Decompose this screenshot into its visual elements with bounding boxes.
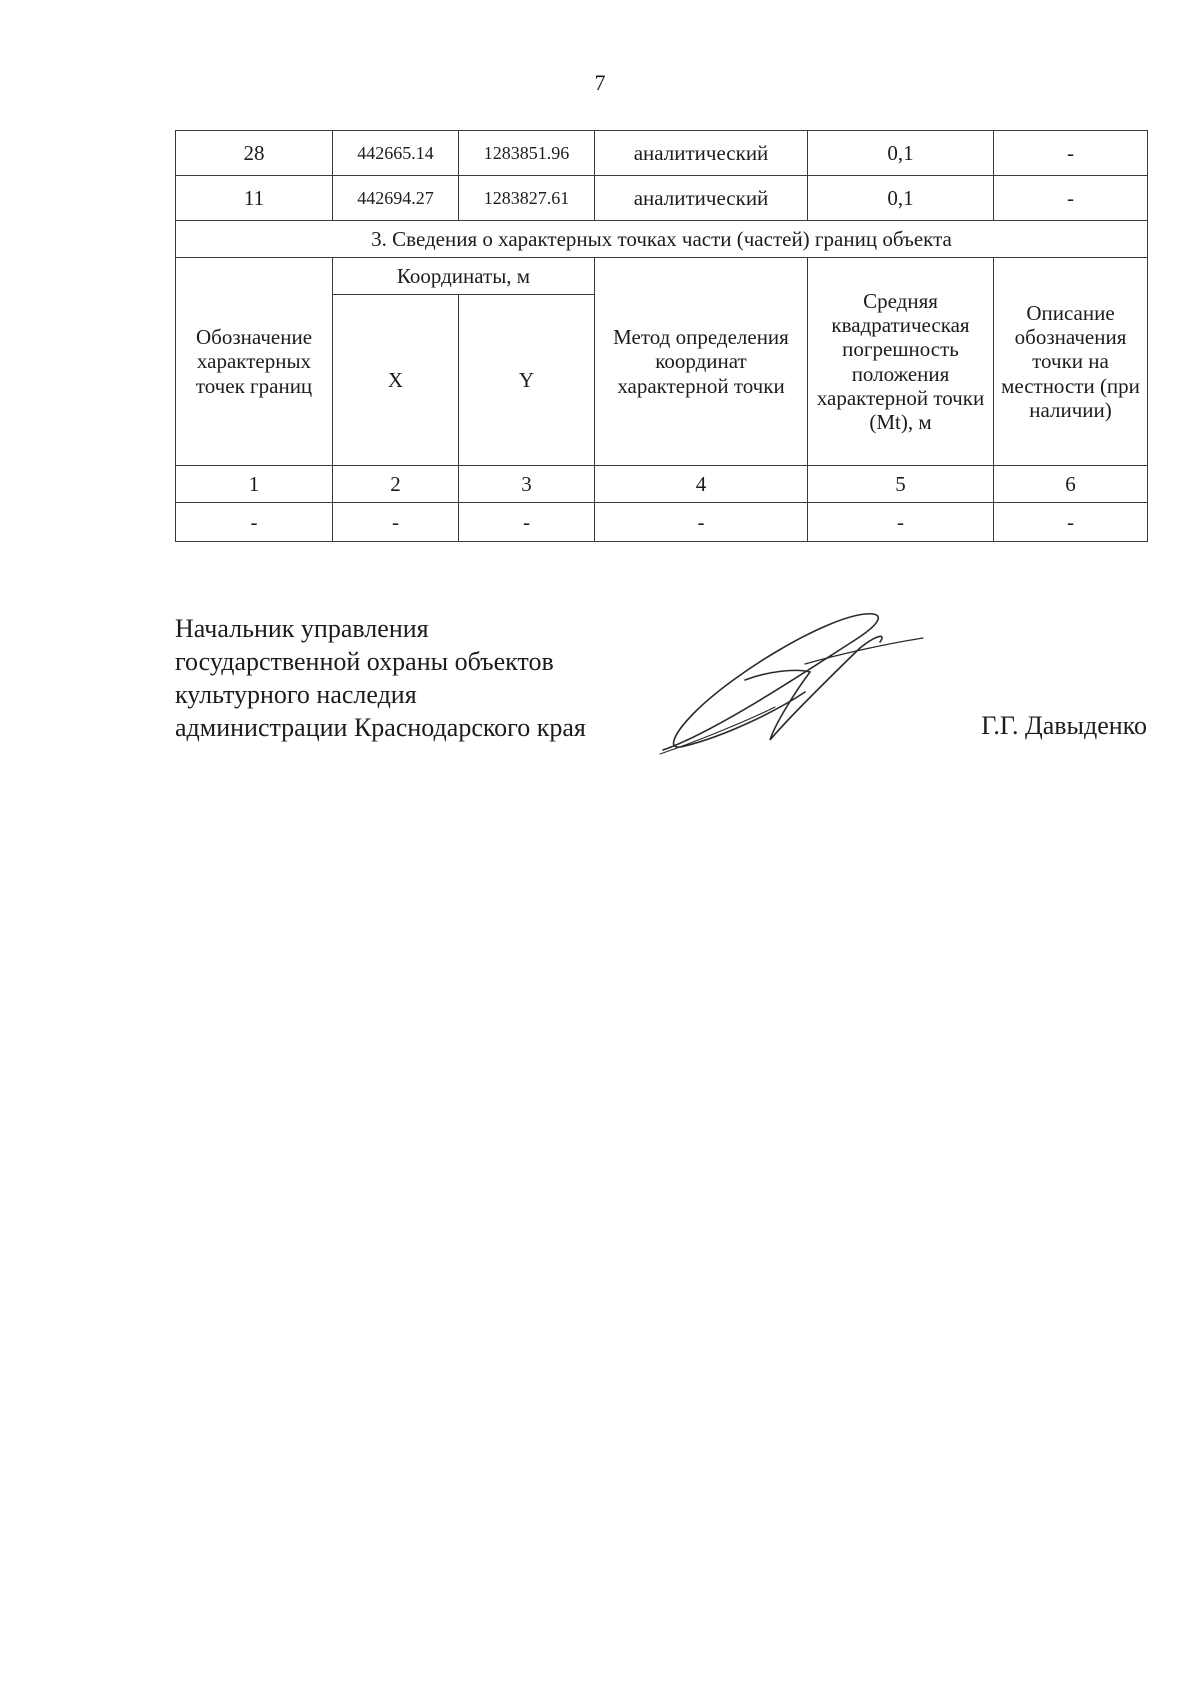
error-cell: 0,1: [808, 176, 994, 221]
method-cell: аналитический: [595, 176, 808, 221]
method-cell: аналитический: [595, 131, 808, 176]
position-line: Начальник управления: [175, 614, 429, 643]
description-cell: -: [994, 176, 1148, 221]
signature-block: [175, 612, 1147, 762]
column-number: 5: [808, 466, 994, 503]
empty-cell: -: [994, 503, 1148, 542]
column-number: 4: [595, 466, 808, 503]
table-row: [176, 503, 1148, 542]
header-point-designation: Обозначение характерных точек границ: [176, 258, 333, 466]
empty-cell: -: [808, 503, 994, 542]
point-cell: 28: [176, 131, 333, 176]
x-coordinate-cell: 442665.14: [333, 131, 459, 176]
column-number: 1: [176, 466, 333, 503]
header-error: Средняя квадратическая погрешность положения характерной точки (Mt), м: [808, 258, 994, 466]
handwritten-signature: [625, 612, 925, 762]
position-line: культурного наследия: [175, 680, 417, 709]
column-number-row: [176, 466, 1148, 503]
column-number: 6: [994, 466, 1148, 503]
column-number: 2: [333, 466, 459, 503]
empty-cell: -: [595, 503, 808, 542]
signer-name: Г.Г. Давыденко: [981, 711, 1147, 740]
empty-cell: -: [176, 503, 333, 542]
description-cell: -: [994, 131, 1148, 176]
header-x: X: [333, 295, 459, 466]
header-coordinates: Координаты, м: [333, 258, 595, 295]
table-row: [176, 176, 1148, 221]
header-row: [176, 258, 1148, 295]
position-line: администрации Краснодарского края: [175, 713, 586, 742]
empty-cell: -: [333, 503, 459, 542]
signer-position: [175, 612, 586, 744]
empty-cell: -: [459, 503, 595, 542]
point-cell: 11: [176, 176, 333, 221]
error-cell: 0,1: [808, 131, 994, 176]
column-number: 3: [459, 466, 595, 503]
table-row: [176, 131, 1148, 176]
header-method: Метод определения координат характерной точки: [595, 258, 808, 466]
page-number: 7: [594, 70, 606, 95]
x-coordinate-cell: 442694.27: [333, 176, 459, 221]
position-line: государственной охраны объектов: [175, 647, 554, 676]
boundary-points-table: [175, 130, 1148, 542]
header-y: Y: [459, 295, 595, 466]
y-coordinate-cell: 1283851.96: [459, 131, 595, 176]
section-title: 3. Сведения о характерных точках части (частей) границ объекта: [176, 221, 1148, 258]
section-title-row: [176, 221, 1148, 258]
y-coordinate-cell: 1283827.61: [459, 176, 595, 221]
header-description: Описание обозначения точки на местности (при наличии): [994, 258, 1148, 466]
